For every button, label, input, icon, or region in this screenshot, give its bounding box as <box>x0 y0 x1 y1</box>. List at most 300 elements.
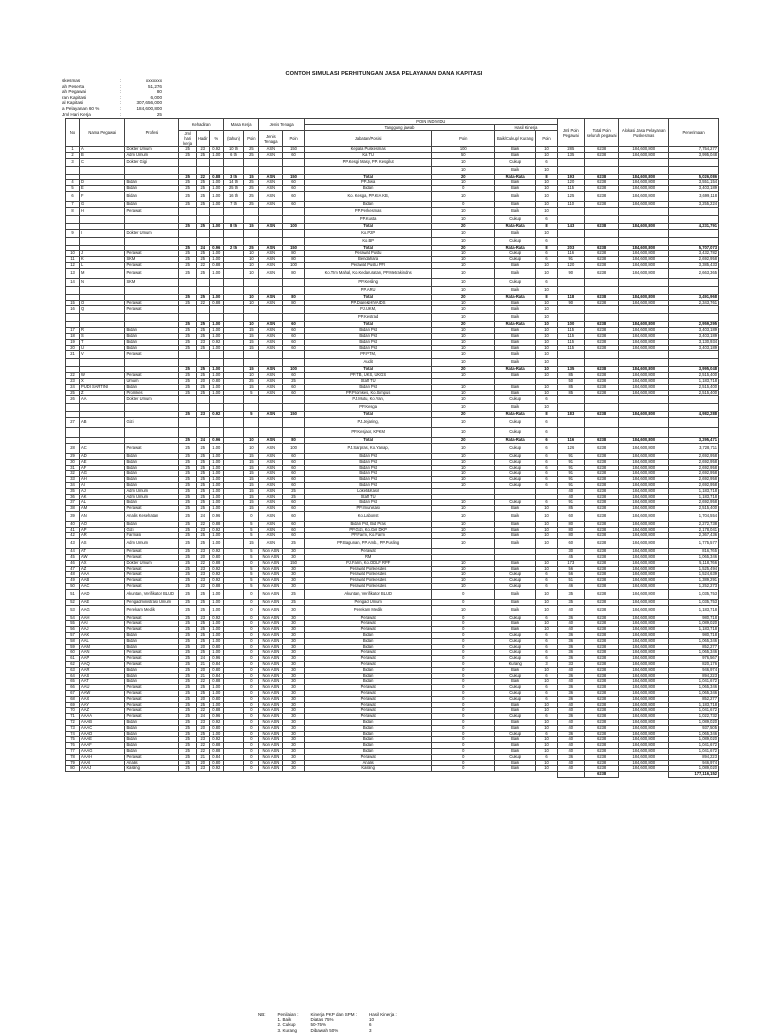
table-cell: Q <box>80 306 125 314</box>
col-hasil-kinerja: Hasil Kinerja <box>495 125 558 131</box>
table-row <box>66 286 719 294</box>
info-value: xxxxxxx <box>145 78 162 83</box>
table-cell: 6238 <box>584 667 619 673</box>
table-cell: 0 <box>244 691 259 697</box>
table-cell: ASN <box>259 494 283 500</box>
table-cell: Baik <box>495 186 536 192</box>
table-cell: 23 <box>196 566 209 572</box>
table-cell: 3,130,934 <box>669 339 719 345</box>
table-cell: 10 <box>536 286 558 294</box>
table-cell: AAAD <box>80 731 125 737</box>
table-cell <box>196 428 209 438</box>
table-cell: AAL <box>80 638 125 644</box>
table-cell <box>125 359 179 367</box>
table-cell: 25 <box>179 766 196 772</box>
table-cell <box>669 359 719 367</box>
table-cell: ASN <box>259 339 283 345</box>
table-cell: Bidan <box>125 500 179 506</box>
table-cell: 10 <box>432 384 495 390</box>
table-cell: 115 <box>557 186 584 192</box>
table-cell: 30 <box>283 656 305 662</box>
table-cell: 1.00 <box>209 294 223 300</box>
table-cell: 6 <box>536 644 558 650</box>
table-cell: ASN <box>259 174 283 180</box>
table-cell: 0 <box>244 725 259 731</box>
table-cell: 25 <box>179 191 196 201</box>
table-cell <box>196 207 209 215</box>
table-cell: 20 <box>432 367 495 373</box>
table-cell: 2,367,436 <box>669 533 719 539</box>
table-cell: Perawat <box>125 662 179 668</box>
table-cell: 60 <box>283 345 305 351</box>
table-cell: 36 <box>557 673 584 679</box>
table-cell: 10 <box>432 459 495 465</box>
table-cell: Baik <box>495 605 536 615</box>
table-cell: 1.00 <box>209 223 223 229</box>
table-cell: Bidan <box>304 201 432 207</box>
table-cell: 10 <box>432 191 495 201</box>
table-row <box>66 428 719 438</box>
table-cell: Bidan <box>125 720 179 726</box>
table-cell: 60 <box>283 201 305 207</box>
table-cell: 10 <box>536 268 558 278</box>
table-cell: E <box>80 186 125 192</box>
table-cell <box>125 237 179 245</box>
table-cell: 5 <box>244 412 259 418</box>
table-cell: 2,343,761 <box>669 300 719 306</box>
table-cell <box>223 314 244 322</box>
table-row <box>66 278 719 286</box>
table-cell: Bidan <box>125 201 179 207</box>
table-cell: Dokter Gigi <box>125 158 179 166</box>
table-cell <box>619 404 669 412</box>
table-cell: 10 <box>432 306 495 314</box>
table-cell: 25 <box>179 465 196 471</box>
table-cell: 15 <box>244 339 259 345</box>
table-cell: 0 <box>432 714 495 720</box>
table-cell: 2,515,400 <box>669 384 719 390</box>
table-cell: Non ASN <box>259 566 283 572</box>
table-cell: 6238 <box>584 685 619 691</box>
table-cell: 6238 <box>584 333 619 339</box>
table-cell: 6238 <box>584 488 619 494</box>
table-cell: 1,183,718 <box>669 605 719 615</box>
col-kehadiran: Kehadiran <box>179 119 223 131</box>
table-cell: 25 <box>179 644 196 650</box>
table-cell: 0.80 <box>209 555 223 561</box>
table-cell: 25 <box>196 638 209 644</box>
table-cell: 1.00 <box>209 373 223 379</box>
summary-info <box>62 78 162 117</box>
table-cell: Perawat <box>125 251 179 257</box>
table-cell: 40 <box>557 494 584 500</box>
table-cell: PUDI SARTINI <box>80 384 125 390</box>
table-cell: 25 <box>179 471 196 477</box>
info-sep: : <box>120 111 122 117</box>
table-cell: 6238 <box>584 662 619 668</box>
table-cell: 184,600,800 <box>619 560 669 566</box>
table-cell: 0 <box>432 766 495 772</box>
table-cell: 30 <box>283 644 305 650</box>
table-cell: Baik <box>495 345 536 351</box>
table-cell <box>244 158 259 166</box>
table-cell <box>125 314 179 322</box>
table-cell: Non ASN <box>259 725 283 731</box>
table-cell <box>80 166 125 174</box>
table-cell: 25 <box>179 251 196 257</box>
table-cell: Perawat Ponkesdes <box>304 566 432 572</box>
table-cell: 3 <box>536 662 558 668</box>
table-cell: ASN <box>259 511 283 521</box>
table-cell <box>619 158 669 166</box>
table-cell: 25 <box>179 702 196 708</box>
table-cell: 91 <box>557 477 584 483</box>
table-cell <box>669 158 719 166</box>
table-cell <box>209 772 223 778</box>
table-cell: 10 <box>432 359 495 367</box>
table-cell: 10 <box>432 584 495 590</box>
table-cell: 60 <box>283 533 305 539</box>
table-cell: 10 <box>432 300 495 306</box>
table-cell: 0.84 <box>209 673 223 679</box>
table-cell: 25 <box>179 566 196 572</box>
table-cell: Baik <box>495 339 536 345</box>
table-cell: 6238 <box>584 459 619 465</box>
table-cell <box>283 314 305 322</box>
table-cell: 1.00 <box>209 539 223 549</box>
table-cell: 1,704,554 <box>669 511 719 521</box>
table-cell: Bidan <box>304 720 432 726</box>
table-cell: 56 <box>557 566 584 572</box>
table-cell <box>669 278 719 286</box>
table-cell: 0.80 <box>209 644 223 650</box>
page-title: CONTOH SIMULASI PERHITUNGAN JASA PELAYANAN DANA KAPITASI <box>285 71 483 77</box>
table-cell: ASN <box>259 262 283 268</box>
table-cell <box>619 278 669 286</box>
table-cell: 38 <box>66 506 80 512</box>
table-cell: 6238 <box>584 443 619 453</box>
table-cell <box>584 237 619 245</box>
table-cell: L <box>80 262 125 268</box>
table-cell: 6 <box>536 459 558 465</box>
table-cell: 10 <box>432 215 495 223</box>
table-cell: ASN <box>259 384 283 390</box>
table-cell: Non ASN <box>259 572 283 578</box>
table-cell: SKM <box>125 278 179 286</box>
table-cell: 3 th <box>223 174 244 180</box>
col-penerimaan: Penerimaan <box>669 119 719 147</box>
table-cell: 6238 <box>584 702 619 708</box>
table-cell: 6 <box>536 396 558 404</box>
table-cell: 10 <box>432 257 495 263</box>
table-cell <box>584 314 619 322</box>
table-cell: 184,600,800 <box>619 638 669 644</box>
table-cell <box>283 229 305 237</box>
table-cell: Cukup <box>495 278 536 286</box>
table-cell: 6238 <box>584 627 619 633</box>
table-cell: 6 <box>536 482 558 488</box>
table-cell: 6238 <box>584 527 619 533</box>
table-cell <box>619 359 669 367</box>
table-cell: 10 <box>536 748 558 754</box>
table-cell: 10 <box>536 328 558 334</box>
table-cell: 60 <box>283 186 305 192</box>
table-cell <box>80 404 125 412</box>
table-cell: 20 <box>196 667 209 673</box>
table-cell: Non ASN <box>259 667 283 673</box>
table-cell: 23 <box>196 578 209 584</box>
table-cell: 25 <box>179 615 196 621</box>
table-cell: 184,600,800 <box>619 731 669 737</box>
table-cell: 25 <box>244 186 259 192</box>
table-cell: 25 <box>244 180 259 186</box>
info-sep: : <box>120 89 122 95</box>
table-cell: Kurang <box>495 662 536 668</box>
table-cell: Perawat <box>125 714 179 720</box>
table-cell: AAR <box>80 667 125 673</box>
table-row <box>66 237 719 245</box>
table-cell: 6238 <box>584 186 619 192</box>
table-cell: 10 <box>244 300 259 306</box>
table-cell: 1,524,639 <box>669 572 719 578</box>
table-cell: 115 <box>557 339 584 345</box>
table-cell: Bidan <box>125 186 179 192</box>
table-cell: 852,277 <box>669 644 719 650</box>
table-cell: 10 <box>536 560 558 566</box>
table-cell: 1,065,346 <box>669 731 719 737</box>
table-cell: 0 <box>244 589 259 599</box>
table-cell: 184,600,800 <box>619 174 669 180</box>
table-cell: 3,403,189 <box>669 186 719 192</box>
table-cell: Perawat <box>125 627 179 633</box>
table-cell: A <box>80 147 125 153</box>
table-cell: 6238 <box>584 560 619 566</box>
table-cell: Akuntan, Verifikator BLUD <box>304 589 432 599</box>
table-cell: 18 <box>66 333 80 339</box>
table-cell: 80 <box>283 268 305 278</box>
table-cell: 25 <box>244 147 259 153</box>
table-cell: ASN <box>259 223 283 229</box>
table-cell: 14 th <box>223 180 244 186</box>
table-cell: 25 <box>196 482 209 488</box>
table-cell: 1,089,020 <box>669 737 719 743</box>
table-cell: 78 <box>66 754 80 760</box>
table-cell: Cukup <box>495 482 536 488</box>
table-cell <box>66 314 80 322</box>
table-cell <box>584 278 619 286</box>
table-cell: Dokter Umum <box>125 560 179 566</box>
table-cell: 22 <box>196 560 209 566</box>
table-cell: 0.96 <box>209 511 223 521</box>
table-cell <box>669 428 719 438</box>
table-cell: 25 <box>244 378 259 384</box>
table-cell <box>669 286 719 294</box>
table-cell: 80 <box>283 438 305 444</box>
table-cell: 0 <box>244 511 259 521</box>
table-cell: 45 <box>557 555 584 561</box>
table-cell: ASN <box>259 477 283 483</box>
table-cell: Baik <box>495 511 536 521</box>
table-cell: 24 <box>196 245 209 251</box>
table-cell: 184,600,800 <box>619 471 669 477</box>
table-cell: AAAH <box>80 754 125 760</box>
table-cell: 50 <box>557 378 584 384</box>
table-cell: 184,600,800 <box>619 333 669 339</box>
table-cell: 6238 <box>584 345 619 351</box>
table-cell <box>223 306 244 314</box>
table-cell: 184,600,800 <box>619 708 669 714</box>
table-cell: 184,600,800 <box>619 691 669 697</box>
table-cell: 0 <box>244 731 259 737</box>
table-cell: 126 <box>557 443 584 453</box>
table-cell <box>179 229 196 237</box>
table-cell: 184,600,800 <box>619 633 669 639</box>
table-cell: Ka TU <box>304 152 432 158</box>
table-cell: Perawat <box>304 615 432 621</box>
table-cell: 10 <box>536 737 558 743</box>
table-row <box>66 229 719 237</box>
table-cell: 25 <box>244 152 259 158</box>
table-cell: T <box>80 339 125 345</box>
table-cell: 10 <box>432 471 495 477</box>
table-cell: Cukup <box>495 459 536 465</box>
table-cell: AAAF <box>80 743 125 749</box>
table-cell: 40 <box>557 725 584 731</box>
table-cell: Perawat <box>125 708 179 714</box>
table-cell: 10 <box>536 306 558 314</box>
table-cell: 10 <box>536 300 558 306</box>
table-cell: 57 <box>66 633 80 639</box>
table-cell: 184,600,800 <box>619 322 669 328</box>
table-cell: 184,600,800 <box>619 644 669 650</box>
table-cell: 91 <box>557 471 584 477</box>
table-cell: AT <box>80 549 125 555</box>
table-cell: ASN <box>259 488 283 494</box>
info-row <box>62 112 162 118</box>
table-cell: 8 <box>536 174 558 180</box>
table-cell <box>244 351 259 359</box>
table-cell: 25 <box>179 737 196 743</box>
table-cell <box>244 229 259 237</box>
table-cell: 23 <box>66 378 80 384</box>
table-cell <box>557 278 584 286</box>
table-cell <box>223 428 244 438</box>
table-cell: 0 <box>432 691 495 697</box>
table-cell: Cukup <box>495 731 536 737</box>
table-cell: 1,035,753 <box>669 599 719 605</box>
table-cell: 6238 <box>584 714 619 720</box>
table-cell: 24 <box>196 656 209 662</box>
table-cell: Perawat <box>304 691 432 697</box>
table-cell: Bidan Pst <box>304 459 432 465</box>
table-cell: 1.00 <box>209 390 223 396</box>
table-cell: B <box>80 152 125 158</box>
table-cell: Non ASN <box>259 708 283 714</box>
table-cell: Baik <box>495 373 536 379</box>
table-cell: 32 <box>66 471 80 477</box>
table-cell: 25 <box>196 186 209 192</box>
table-cell: 25 <box>179 662 196 668</box>
table-cell <box>619 351 669 359</box>
table-cell: 2,515,400 <box>669 506 719 512</box>
table-cell: Cukup <box>495 418 536 428</box>
table-cell <box>557 772 584 778</box>
table-cell: 3,491,968 <box>669 294 719 300</box>
table-cell <box>244 286 259 294</box>
table-cell: 10 <box>536 333 558 339</box>
table-cell: Perawat <box>125 578 179 584</box>
table-cell <box>259 314 283 322</box>
table-cell: 1,775,577 <box>669 539 719 549</box>
table-cell <box>283 278 305 286</box>
table-cell: 25 <box>196 345 209 351</box>
table-cell: 6238 <box>584 605 619 615</box>
table-cell: 0 <box>432 702 495 708</box>
table-cell: 25 <box>196 459 209 465</box>
info-key: al Kapitasi <box>62 100 84 106</box>
table-cell: 1.00 <box>209 367 223 373</box>
table-cell: 25 <box>179 714 196 720</box>
table-cell: 1,252,273 <box>669 584 719 590</box>
table-cell: Non ASN <box>259 714 283 720</box>
table-cell: 6 <box>536 465 558 471</box>
table-cell: 69 <box>66 702 80 708</box>
table-cell: 23 <box>196 339 209 345</box>
table-cell: Bidan <box>125 345 179 351</box>
table-cell: Non ASN <box>259 743 283 749</box>
table-cell <box>209 359 223 367</box>
table-cell: Analis <box>304 760 432 766</box>
table-cell: AAZ <box>80 708 125 714</box>
table-cell: Cukup <box>495 443 536 453</box>
table-cell <box>223 443 244 453</box>
table-cell: 25 <box>196 650 209 656</box>
table-cell: 184,600,800 <box>619 572 669 578</box>
table-cell: 0.96 <box>209 438 223 444</box>
table-cell: 3 <box>66 158 80 166</box>
table-cell: 0.80 <box>209 760 223 766</box>
table-row <box>66 158 719 166</box>
table-cell <box>209 215 223 223</box>
table-cell: 184,600,800 <box>619 223 669 229</box>
table-cell: 2,515,400 <box>669 373 719 379</box>
table-cell: 25 <box>196 373 209 379</box>
table-cell: 125 <box>557 191 584 201</box>
table-cell: 184,600,800 <box>619 667 669 673</box>
table-cell: Perawat <box>304 702 432 708</box>
table-cell: 1.00 <box>209 477 223 483</box>
table-cell: Bidan <box>125 477 179 483</box>
table-cell <box>584 286 619 294</box>
table-cell: ASN <box>259 251 283 257</box>
table-cell: 184,600,800 <box>619 766 669 772</box>
table-cell: 10 <box>432 521 495 527</box>
table-cell: 1.00 <box>209 345 223 351</box>
table-cell: 6238 <box>584 754 619 760</box>
table-cell: Dokter Umum <box>125 147 179 153</box>
table-cell: 184,600,800 <box>619 578 669 584</box>
table-cell: 33 <box>557 662 584 668</box>
table-cell: 60 <box>283 471 305 477</box>
table-cell: ASN <box>259 453 283 459</box>
table-cell: ASN <box>259 378 283 384</box>
table-cell: 36 <box>557 685 584 691</box>
table-cell <box>557 314 584 322</box>
table-cell: 10 <box>432 506 495 512</box>
table-cell: 0 <box>244 714 259 720</box>
table-cell: 0.96 <box>209 245 223 251</box>
table-cell: 0.88 <box>209 262 223 268</box>
